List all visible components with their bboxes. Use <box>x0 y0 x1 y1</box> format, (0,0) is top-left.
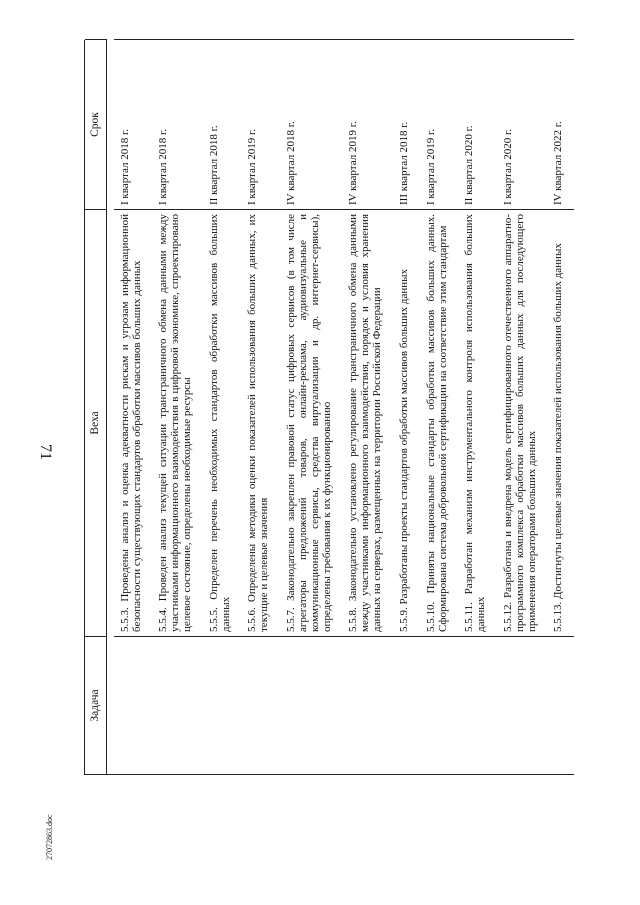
header-task: Задача <box>85 636 107 774</box>
deadline-cell: IV квартал 2019 г. <box>342 39 393 209</box>
milestones-table-area <box>84 40 574 775</box>
milestone-cell: 5.5.7. Законодательно закреплен правовой статус цифровых сервисов (в том числе агрегаторы предложений товаров, онлайн-реклама, аудиовизуальные и коммуникационные сервисы, средства виртуализации и др. интернет-сервисы), определены требования к их функционированию <box>280 209 343 636</box>
deadline-cell: IV квартал 2018 г. <box>280 39 343 209</box>
milestone-cell: 5.5.3. Проведены анализ и оценка адекватности рискам и угрозам информационной безопасности существующих стандартов обработки массивов больших данных <box>114 209 153 636</box>
deadline-cell: III квартал 2018 г. <box>393 39 420 209</box>
milestones-table <box>84 40 574 775</box>
milestone-cell: 5.5.9. Разработаны проекты стандартов обработки массивов больших данных <box>393 209 420 636</box>
document-id: 27072863.doc <box>45 814 54 860</box>
table-grid <box>84 40 574 775</box>
deadline-cell: II квартал 2020 г. <box>458 39 497 209</box>
deadline-cell: IV квартал 2022 г. <box>547 39 574 209</box>
deadline-cell: I квартал 2018 г. <box>114 39 153 209</box>
deadline-cell: I квартал 2019 г. <box>241 39 280 209</box>
deadline-cell: I квартал 2020 г. <box>497 39 548 209</box>
task-cell <box>114 636 574 774</box>
milestone-cell: 5.5.10. Приняты национальные стандарты обработки массивов больших данных. Сформирована система добровольной сертификации на соответствие этим стандартам <box>420 209 459 636</box>
milestone-cell: 5.5.6. Определены методики оценки показателей использования больших данных, их текущие и целевые значения <box>241 209 280 636</box>
deadline-cell: I квартал 2018 г. <box>152 39 203 209</box>
milestone-cell: 5.5.5. Определен перечень необходимых стандартов обработки массивов больших данных <box>203 209 242 636</box>
page-number: 71 <box>37 444 54 460</box>
milestone-cell: 5.5.8. Законодательно установлено регулирование трансграничного обмена данными между участниками информационного взаимодействия, порядок и условия хранения данных на серверах, размещенных на территории Российской Федерации <box>342 209 393 636</box>
deadline-cell: II квартал 2018 г. <box>203 39 242 209</box>
milestone-cell: 5.5.4. Проведен анализ текущей ситуации трансграничного обмена данными между участниками информационного взаимодействия в цифровой экономике, спроектировано целевое состояние, определены необходимые ресурсы <box>152 209 203 636</box>
header-deadline: Срок <box>85 39 107 209</box>
milestone-cell: 5.5.12. Разработана и внедрена модель сертифицированного отечественного аппаратно-программного комплекса обработки массивов больших данных для последующего применения операторами больших данных <box>497 209 548 636</box>
milestone-cell: 5.5.11. Разработан механизм инструментального контроля использования больших данных <box>458 209 497 636</box>
deadline-cell: I квартал 2019 г. <box>420 39 459 209</box>
header-milestone: Веха <box>85 209 107 636</box>
milestone-cell: 5.5.13. Достигнуты целевые значения показателей использования больших данных <box>547 209 574 636</box>
